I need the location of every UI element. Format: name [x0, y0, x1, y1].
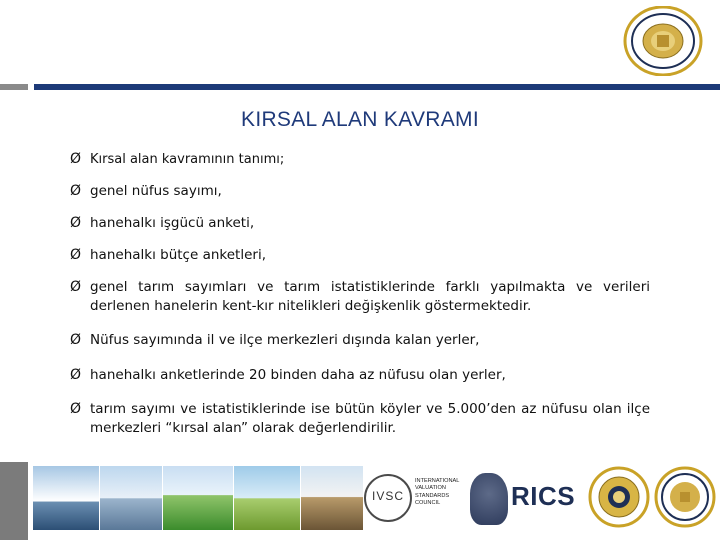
countryside-photo: [163, 466, 233, 530]
arrow-bullet-icon: Ø: [70, 215, 82, 231]
list-item: Ø hanehalkı anketlerinde 20 binden daha az nüfusu olan yerler,: [70, 366, 506, 383]
green-field-photo: [234, 466, 300, 530]
arrow-bullet-icon: Ø: [70, 400, 82, 417]
modern-buildings-photo: [100, 466, 162, 530]
rics-lion-logo: [470, 473, 508, 525]
arrow-bullet-icon: Ø: [70, 332, 82, 349]
list-item: Ø hanehalkı işgücü anketi,: [70, 215, 255, 231]
list-item: Ø tarım sayımı ve istatistiklerinde ise bütün köyler ve 5.000’den az nüfusu olan ilçe merkezleri “kırsal alan” olarak değerlendirilir.: [70, 400, 650, 436]
header-grey-block: [0, 84, 28, 90]
ankara-university-footer-seal: [654, 466, 716, 528]
list-item: Ø genel tarım sayımları ve tarım istatistiklerinde farklı yapılmakta ve verileri derlenen hanelerin kent-kır nitelikleri değişkenlik göstermektedir.: [70, 279, 650, 314]
list-item: Ø hanehalkı bütçe anketleri,: [70, 247, 266, 263]
list-item: Ø genel nüfus sayımı,: [70, 183, 222, 199]
city-skyline-photo: [33, 466, 99, 530]
header-accent-bar: [34, 84, 720, 90]
gold-seal-logo: [588, 466, 650, 528]
footer-grey-block: [0, 462, 28, 540]
arrow-bullet-icon: Ø: [70, 247, 82, 263]
ankara-university-seal-logo: [623, 6, 703, 76]
arrow-bullet-icon: Ø: [70, 279, 82, 295]
list-item: Ø Nüfus sayımında il ve ilçe merkezleri dışında kalan yerler,: [70, 332, 480, 349]
building-interior-photo: [301, 466, 363, 530]
arrow-bullet-icon: Ø: [70, 183, 82, 199]
rics-logo-label: RICS: [511, 481, 576, 511]
arrow-bullet-icon: Ø: [70, 366, 82, 383]
ivsc-logo-label: IVSC: [371, 489, 404, 503]
arrow-bullet-icon: Ø: [70, 151, 82, 167]
bullet-list: [70, 150, 650, 453]
list-item: Ø Kırsal alan kavramının tanımı;: [70, 151, 285, 167]
ivsc-caption: INTERNATIONAL VALUATION STANDARDS COUNCIL: [415, 478, 460, 507]
slide-title: KIRSAL ALAN KAVRAMI: [241, 108, 479, 131]
